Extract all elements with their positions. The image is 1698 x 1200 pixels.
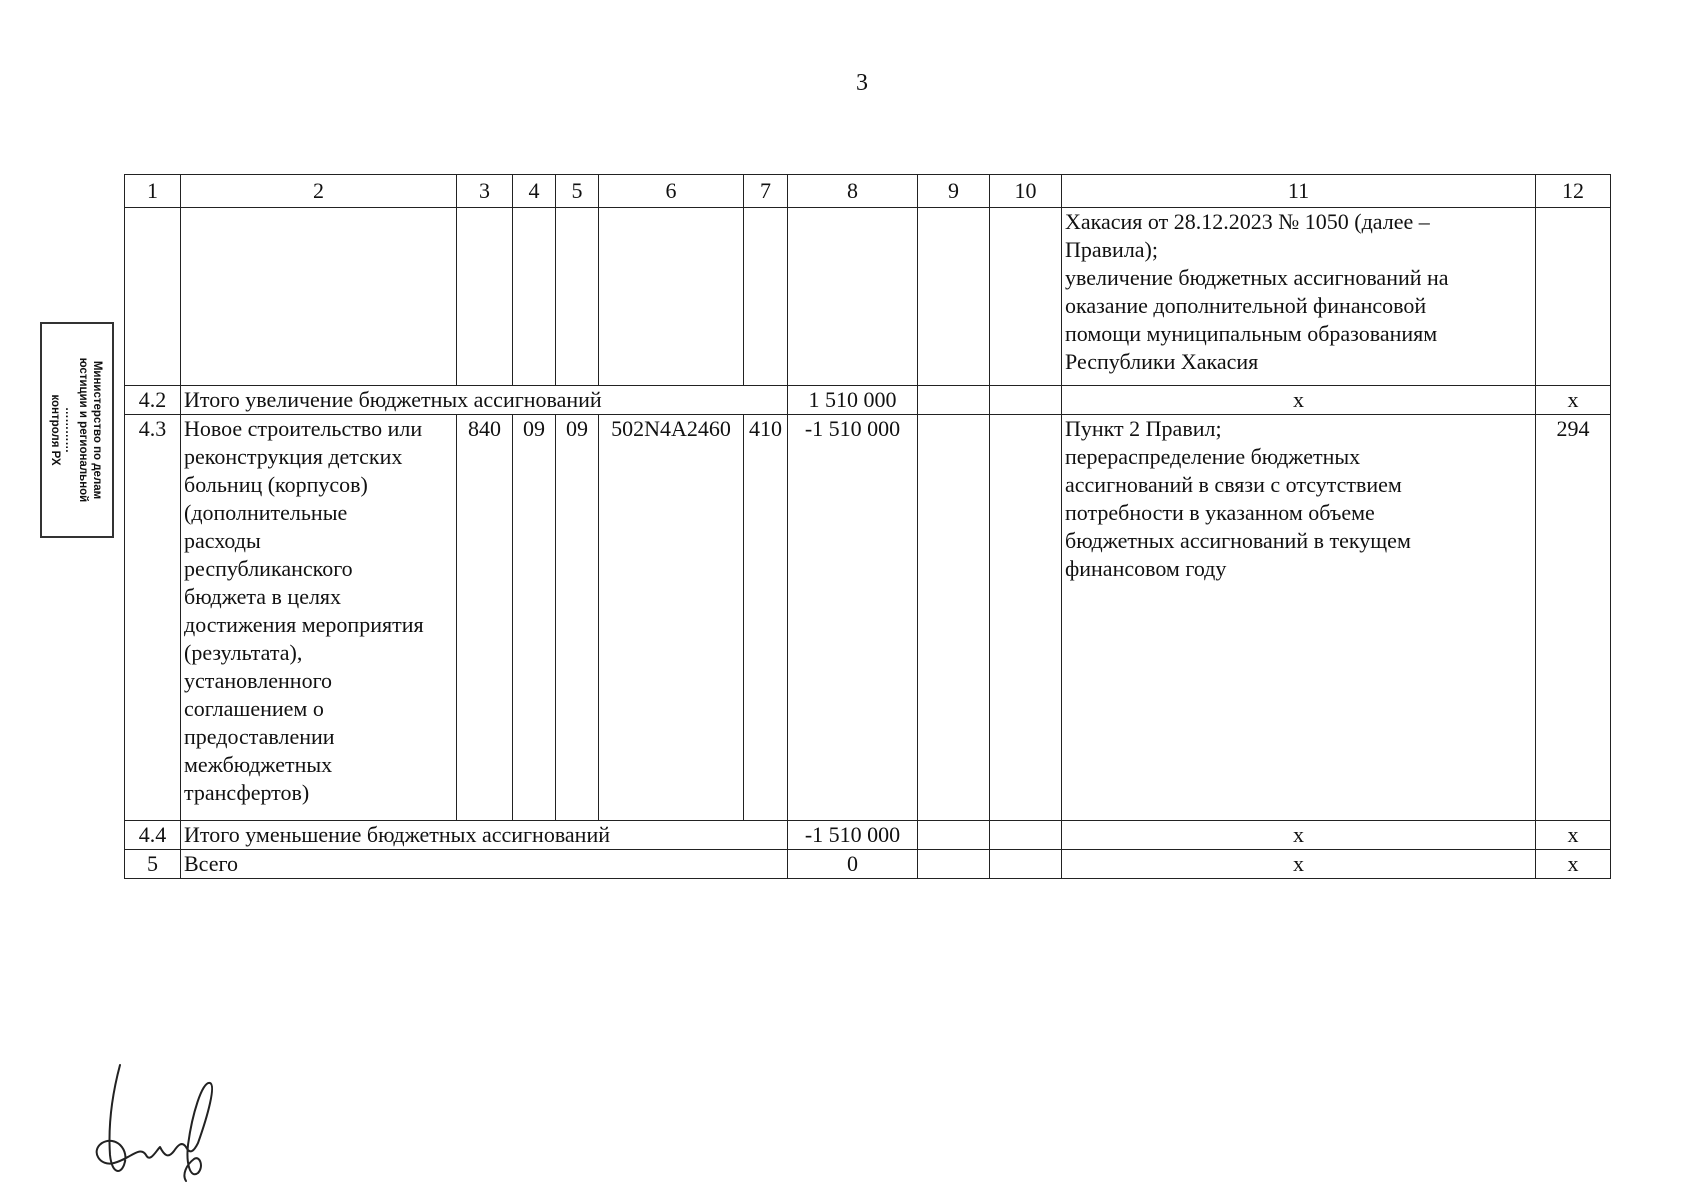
- row-label: Новое строительство или реконструкция детских больниц (корпусов) (дополнительные расходы республиканского бюджета в целях достижения мероприятия (результата), установленного соглашением о предоставлении межбюджетных трансфертов): [181, 415, 457, 821]
- row-col11: Пункт 2 Правил; перераспределение бюджетных ассигнований в связи с отсутствием потребности в указанном объеме бюджетных ассигнований в текущем финансовом году: [1062, 415, 1536, 821]
- budget-table: [124, 174, 1611, 879]
- table-row-4-3: [125, 415, 1611, 821]
- row-col11: x: [1062, 850, 1536, 879]
- row-col12: x: [1536, 850, 1611, 879]
- ministry-stamp: [40, 322, 114, 538]
- header-cell: 9: [918, 175, 990, 208]
- header-cell: 11: [1062, 175, 1536, 208]
- stamp-text: [48, 328, 104, 532]
- header-cell: 12: [1536, 175, 1611, 208]
- row-label: Итого увеличение бюджетных ассигнований: [181, 386, 788, 415]
- page-number: 3: [856, 70, 868, 96]
- row-col11: x: [1062, 386, 1536, 415]
- table-row-4-4: [125, 821, 1611, 850]
- header-cell: 8: [788, 175, 918, 208]
- rule-reference-text: Хакасия от 28.12.2023 № 1050 (далее – Правила); увеличение бюджетных ассигнований на оказание дополнительной финансовой помощи муниципальным образованиям Республики Хакасия: [1062, 208, 1536, 386]
- row-label: Всего: [181, 850, 788, 879]
- table-row-5: [125, 850, 1611, 879]
- row-col12: x: [1536, 386, 1611, 415]
- row-code: 840: [457, 415, 513, 821]
- row-col11: x: [1062, 821, 1536, 850]
- table-row-continuation: [125, 208, 1611, 386]
- row-amount: -1 510 000: [788, 821, 918, 850]
- header-cell: 10: [990, 175, 1062, 208]
- row-col12: 294: [1536, 415, 1611, 821]
- table-row-4-2: [125, 386, 1611, 415]
- row-label: Итого уменьшение бюджетных ассигнований: [181, 821, 788, 850]
- header-cell: 7: [744, 175, 788, 208]
- handwritten-signature: [90, 1055, 230, 1185]
- row-code: 502N4A2460: [599, 415, 744, 821]
- stamp-line: Министерство по делам: [91, 360, 103, 500]
- header-cell: 3: [457, 175, 513, 208]
- header-cell: 4: [513, 175, 556, 208]
- row-amount: 1 510 000: [788, 386, 918, 415]
- row-code: 410: [744, 415, 788, 821]
- header-cell: 1: [125, 175, 181, 208]
- stamp-line: юстиции и региональной: [77, 357, 89, 503]
- row-code: 09: [513, 415, 556, 821]
- stamp-line: …………: [63, 407, 75, 453]
- row-number: 4.4: [125, 821, 181, 850]
- header-cell: 5: [556, 175, 599, 208]
- row-number: 5: [125, 850, 181, 879]
- table-header-row: [125, 175, 1611, 208]
- row-number: 4.2: [125, 386, 181, 415]
- row-code: 09: [556, 415, 599, 821]
- header-cell: 6: [599, 175, 744, 208]
- header-cell: 2: [181, 175, 457, 208]
- row-number: 4.3: [125, 415, 181, 821]
- row-amount: 0: [788, 850, 918, 879]
- row-col12: x: [1536, 821, 1611, 850]
- row-amount: -1 510 000: [788, 415, 918, 821]
- stamp-line: контроля РХ: [49, 394, 61, 466]
